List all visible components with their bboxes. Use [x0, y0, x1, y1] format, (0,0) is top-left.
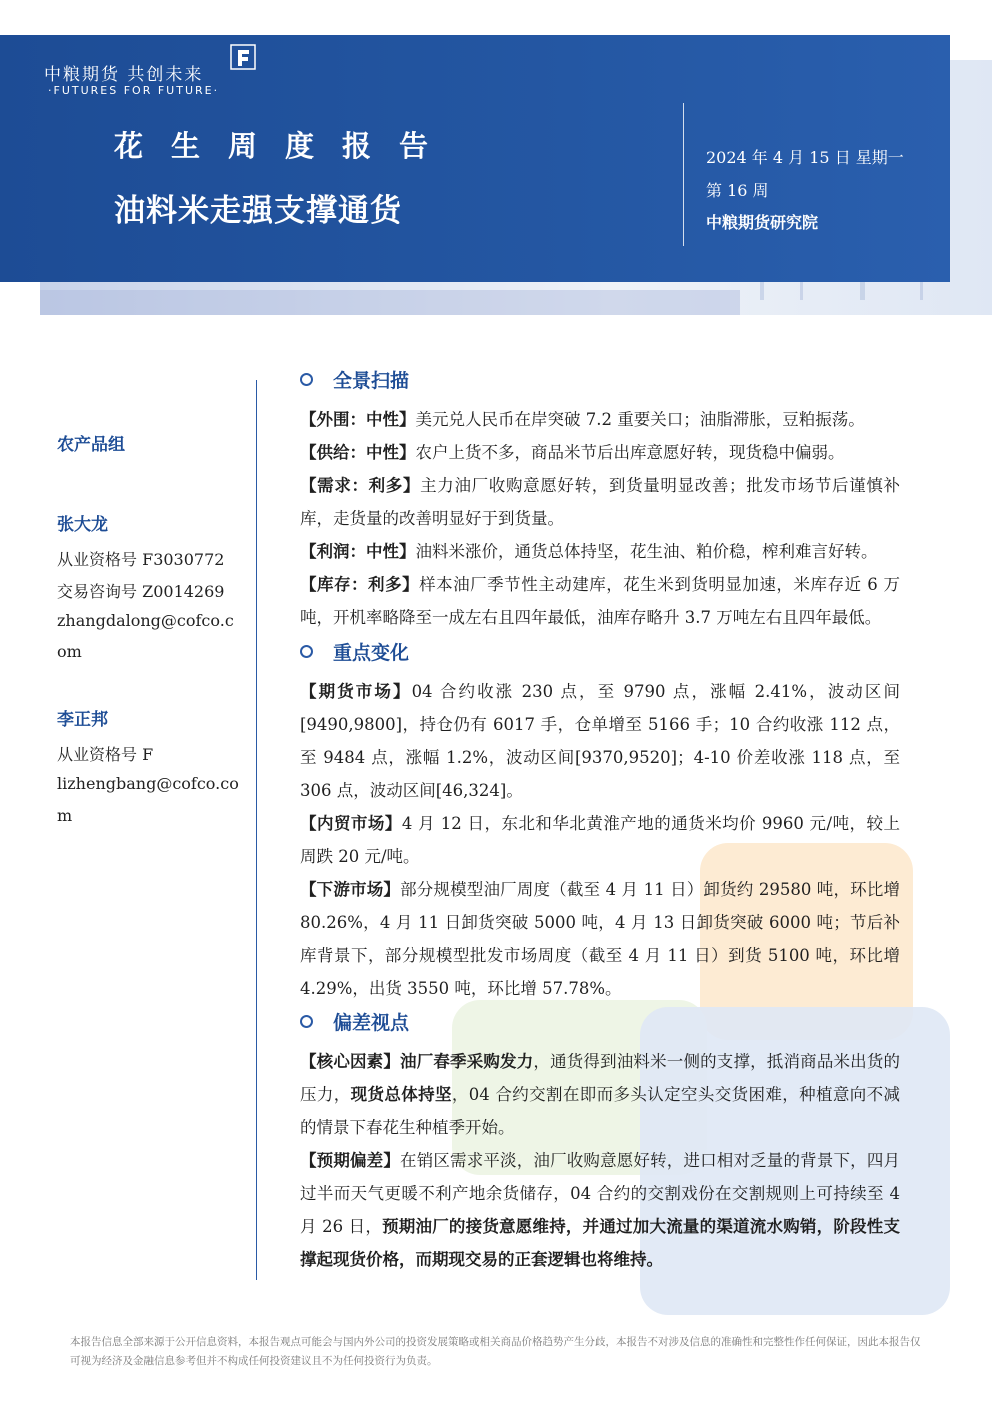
bias-expectation: 【预期偏差】在销区需求平淡，油厂收购意愿好转，进口相对乏量的背景下，四月过半而天气更暖不利产地余货储存，04 合约的交割戏份在交割规则上可持续至 4 月 26 日，预期油厂的接货意愿维持，并通过加大流量的渠道流水购销，阶段性支撑起现货价格，而期现交易的正套逻辑也将维持。: [300, 1151, 901, 1269]
analyst-email-cont[interactable]: m: [57, 806, 73, 825]
bullet-circle-icon: [300, 373, 313, 386]
changes-content: [300, 675, 900, 1005]
analyst-license: 从业资格号 F3030772: [57, 550, 225, 569]
section-title: 全景扫描: [333, 369, 410, 392]
analyst-email[interactable]: lizhengbang@cofco.co: [57, 774, 239, 793]
header-divider: [683, 103, 684, 246]
company-logo-text: 中粮期货 共创未来: [44, 65, 204, 85]
analyst-name: 李正邦: [57, 710, 108, 730]
section-heading-bias: [300, 1006, 409, 1036]
disclaimer: 本报告信息全部来源于公开信息资料，本报告观点可能会与国内外公司的投资发展策略或相关商品价格趋势产生分歧，本报告不对涉及信息的准确性和完整性作任何保证，因此本报告仅可视为经济及金融信息参考但并不构成任何投资建议且不为任何投资行为负责。: [70, 1336, 921, 1367]
section-heading-changes: [300, 636, 409, 666]
bullet-circle-icon: [300, 645, 313, 658]
analyst-email[interactable]: zhangdalong@cofco.c: [57, 611, 234, 630]
section-title: 偏差视点: [333, 1011, 410, 1034]
changes-item: 【期货市场】04 合约收涨 230 点，至 9790 点，涨幅 2.41%，波动区间[9490,9800]，持仓仍有 6017 手，仓单增至 5166 手；10 合约收涨 112 点，至 9484 点，涨幅 1.2%，波动区间[9370,9520]；4-10 价差收涨 118 点，至 306 点，波动区间[46,324]。: [300, 682, 900, 800]
analyst-license: 从业资格号 F: [57, 745, 154, 764]
section-heading-overview: [300, 364, 409, 394]
bullet-circle-icon: [300, 1015, 313, 1028]
section-title: 重点变化: [333, 641, 410, 664]
overview-item: 【供给：中性】农户上货不多，商品米节后出库意愿好转，现货稳中偏弱。: [300, 443, 845, 462]
overview-content: [300, 403, 900, 634]
analyst-group: 农产品组: [57, 435, 125, 455]
sidebar-divider: [256, 380, 257, 1280]
report-date: 2024 年 4 月 15 日 星期一: [706, 148, 904, 167]
report-type: 花生周度报告: [114, 129, 457, 163]
overview-item: 【利润：中性】油料米涨价，通货总体持坚，花生油、粕价稳，榨利难言好转。: [300, 542, 878, 561]
analyst-consult-license: 交易咨询号 Z0014269: [57, 582, 225, 601]
company-logo-icon: [230, 44, 256, 70]
changes-item: 【内贸市场】4 月 12 日，东北和华北黄淮产地的通货米均价 9960 元/吨，较上周跌 20 元/吨。: [300, 814, 900, 866]
bias-core-factor: 【核心因素】油厂春季采购发力，通货得到油料米一侧的支撑，抵消商品米出货的压力，现货总体持坚，04 合约交割在即而多头认定空头交货困难，种植意向不减的情景下春花生种植季开始。: [300, 1052, 901, 1137]
overview-item: 【外围：中性】美元兑人民币在岸突破 7.2 重要关口；油脂滞胀，豆粕振荡。: [300, 410, 865, 429]
analyst-name: 张大龙: [57, 515, 108, 535]
report-institute: 中粮期货研究院: [706, 213, 819, 232]
bias-content: [300, 1045, 900, 1276]
overview-item: 【库存：利多】样本油厂季节性主动建库，花生米到货明显加速，米库存近 6 万吨，开机率略降至一成左右且四年最低，油库存略升 3.7 万吨左右且四年最低。: [300, 575, 900, 627]
report-week: 第 16 周: [706, 181, 769, 200]
report-title: 油料米走强支撑通货: [114, 193, 402, 229]
changes-item: 【下游市场】部分规模型油厂周度（截至 4 月 11 日）卸货约 29580 吨，环比增 80.26%，4 月 11 日卸货突破 5000 吨，4 月 13 日卸货突破 6000 吨；节后补库背景下，部分规模型批发市场周度（截至 4 月 11 日）到货 5100 吨，环比增 4.29%，出货 3550 吨，环比增 57.78%。: [300, 880, 901, 998]
analyst-email-cont[interactable]: om: [57, 642, 82, 661]
overview-item: 【需求：利多】主力油厂收购意愿好转，到货量明显改善；批发市场节后谨慎补库，走货量的改善明显好于到货量。: [300, 476, 901, 528]
company-logo-subtitle: ·FUTURES FOR FUTURE·: [48, 84, 220, 97]
